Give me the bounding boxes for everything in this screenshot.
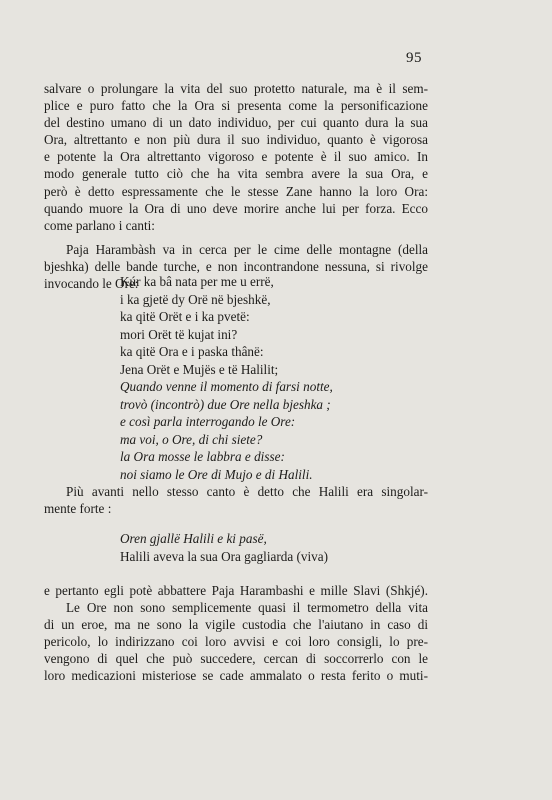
text-line: plice e puro fatto che la Ora si presenta come la personificazione — [44, 98, 428, 114]
text-line: salvare o prolungare la vita del suo protetto naturale, ma è il sem- — [44, 81, 428, 96]
verse-line: noi siamo le Ore di Mujo e di Halili. — [120, 466, 313, 482]
verse-line: Kúr ka bâ nata per me u errë, — [120, 274, 274, 289]
page-number: 95 — [406, 50, 422, 66]
verse-quote-2 — [120, 530, 328, 565]
text-line: mente forte : — [44, 501, 112, 517]
verse-line: trovò (incontrò) due Ore nella bjeshka ; — [120, 396, 331, 412]
verse-line: ka qitë Ora e i paska thânë: — [120, 344, 264, 360]
text-line: di un eroe, ma ne sono la vigile custodia che l'aiutano in caso di — [44, 617, 428, 633]
text-line: però è detto espressamente che le stesse Zane hanno la loro Ora: — [44, 183, 428, 199]
verse-line: la Ora mosse le labbra e disse: — [120, 449, 285, 465]
verse-line: ma voi, o Ore, di chi siete? — [120, 431, 263, 447]
verse-line: i ka gjetë dy Orë në bjeshkë, — [120, 291, 271, 307]
text-line: bjeshka) delle bande turche, e non incontrandone nessuna, si rivolge — [44, 259, 428, 275]
verse-line-albanian: Oren gjallë Halili e ki pasë, — [120, 531, 267, 546]
text-line: quando muore la Ora di uno deve morire anche lui per forza. Ecco — [44, 200, 428, 216]
text-line: invocando le Ore: — [44, 276, 139, 292]
text-line: Le Ore non sono semplicemente quasi il termometro della vita — [66, 600, 428, 616]
text-line: Più avanti nello stesso canto è detto che Halili era singolar- — [66, 484, 428, 499]
text-line: e potente la Ora altrettanto vigoroso e potente è il suo amico. In — [44, 149, 428, 165]
verse-line: ka qitë Orët e i ka pvetë: — [120, 309, 250, 325]
text-line: del destino umano di un dato individuo, per cui quanto dura la sua — [44, 115, 428, 131]
text-line: modo generale tutto ciò che ha vita sembra avere la sua Ora, e — [44, 166, 428, 182]
text-line: loro medicazioni misteriose se cade ammalato o resta ferito o muti- — [44, 668, 428, 684]
text-line: Ora, altrettanto e non più dura il suo individuo, quanto è vigorosa — [44, 132, 428, 148]
verse-line: e così parla interrogando le Ore: — [120, 414, 296, 430]
verse-line: mori Orët të kujat ini? — [120, 326, 238, 342]
text-line: Paja Harambàsh va in cerca per le cime delle montagne (della — [66, 242, 428, 257]
text-line: vengono di quel che può succedere, cercan di soccorrerlo con le — [44, 651, 428, 667]
paragraph-4 — [44, 582, 428, 685]
paragraph-1 — [44, 80, 428, 234]
paragraph-3 — [44, 483, 428, 517]
text-line: come parlano i canti: — [44, 217, 155, 233]
verse-line: Jena Orët e Mujës e të Halilit; — [120, 361, 279, 377]
text-line: pericolo, lo indirizzano coi loro avvisi e coi loro consigli, lo pre- — [44, 634, 428, 650]
verse-albanian — [120, 273, 278, 379]
verse-line-italian: Halili aveva la sua Ora gagliarda (viva) — [120, 548, 328, 564]
verse-line: Quando venne il momento di farsi notte, — [120, 379, 333, 394]
text-line: e pertanto egli potè abbattere Paja Harambashi e mille Slavi (Shkjé). — [44, 583, 428, 598]
verse-italian-translation — [120, 378, 333, 484]
